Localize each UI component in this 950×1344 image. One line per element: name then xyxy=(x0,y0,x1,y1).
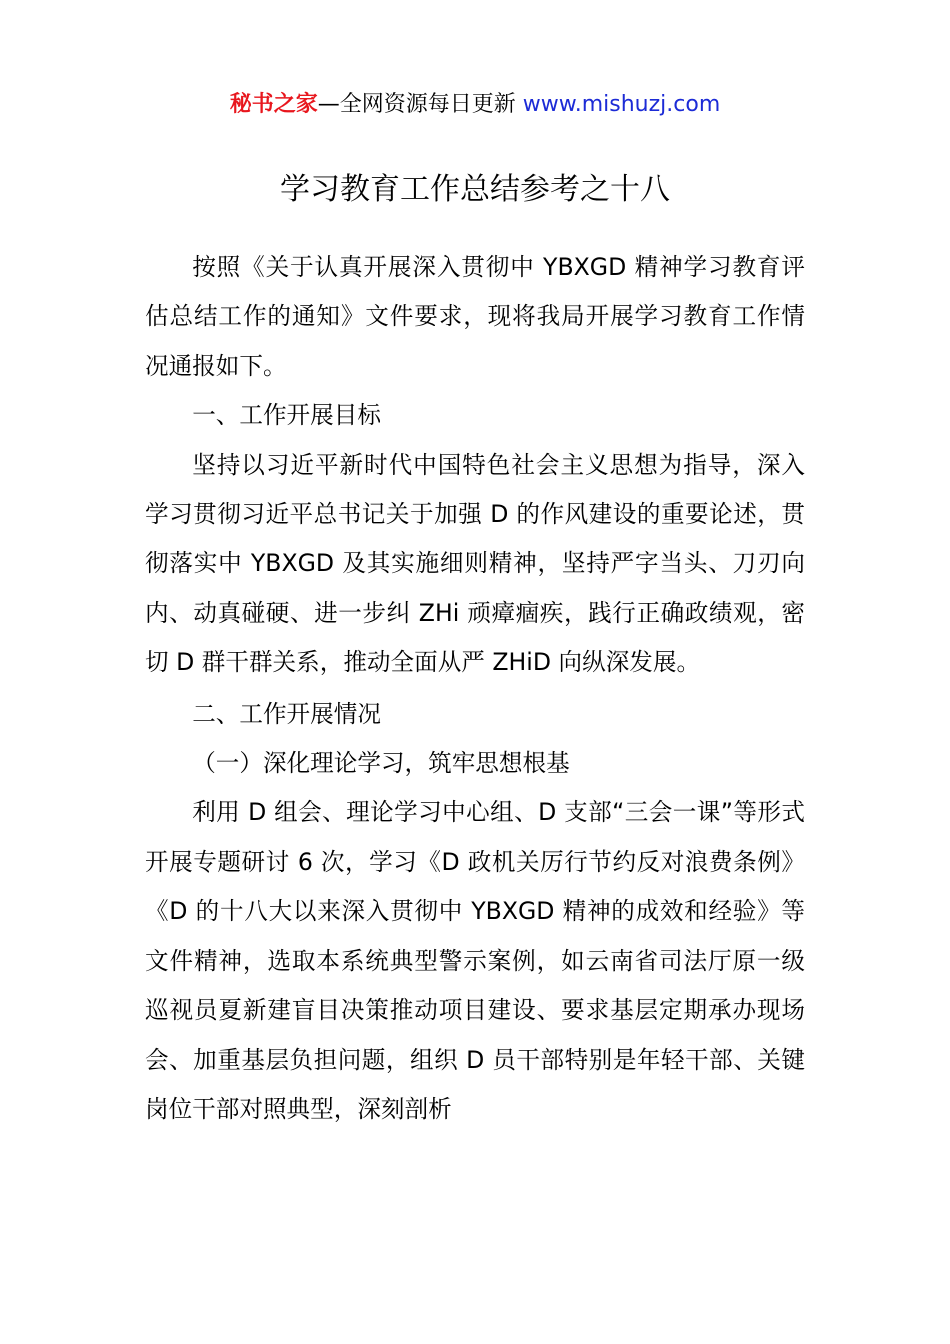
site-tagline: —全网资源每日更新 xyxy=(317,92,523,117)
site-header xyxy=(0,88,950,122)
theory-paragraph: 利用 D 组会、理论学习中心组、D 支部“三会一课”等形式开展专题研讨 6 次，学习《D 政机关厉行节约反对浪费条例》《D 的十八大以来深入贯彻中 YBXGD 精神的成效和经验》等文件精神，选取本系统典型警示案例，如云南省司法厅原一级巡视员夏新建盲目决策推动项目建设、要求基层定期承办现场会、加重基层负担问题，组织 D 员干部特别是年轻干部、关键岗位干部对照典型，深刻剖析 xyxy=(145,798,805,1123)
site-url-link[interactable]: www.mishuzj.com xyxy=(522,92,721,117)
document-body xyxy=(145,243,805,1134)
site-brand: 秘书之家 xyxy=(229,92,318,117)
intro-paragraph: 按照《关于认真开展深入贯彻中 YBXGD 精神学习教育评估总结工作的通知》文件要求，现将我局开展学习教育工作情况通报如下。 xyxy=(145,253,805,380)
section-heading-goals: 一、工作开展目标 xyxy=(192,401,381,430)
section-heading-progress: 二、工作开展情况 xyxy=(192,699,381,728)
subsection-heading-theory: （一）深化理论学习，筑牢思想根基 xyxy=(192,749,570,778)
goals-paragraph: 坚持以习近平新时代中国特色社会主义思想为指导，深入学习贯彻习近平总书记关于加强 D 的作风建设的重要论述，贯彻落实中 YBXGD 及其实施细则精神，坚持严字当头、刀刃向内、动真碰硬、进一步纠 ZHi 顽瘴痼疾，践行正确政绩观，密切 D 群干群关系，推动全面从严 ZHiD 向纵深发展。 xyxy=(145,450,805,677)
document-title: 学习教育工作总结参考之十八 xyxy=(280,172,670,207)
